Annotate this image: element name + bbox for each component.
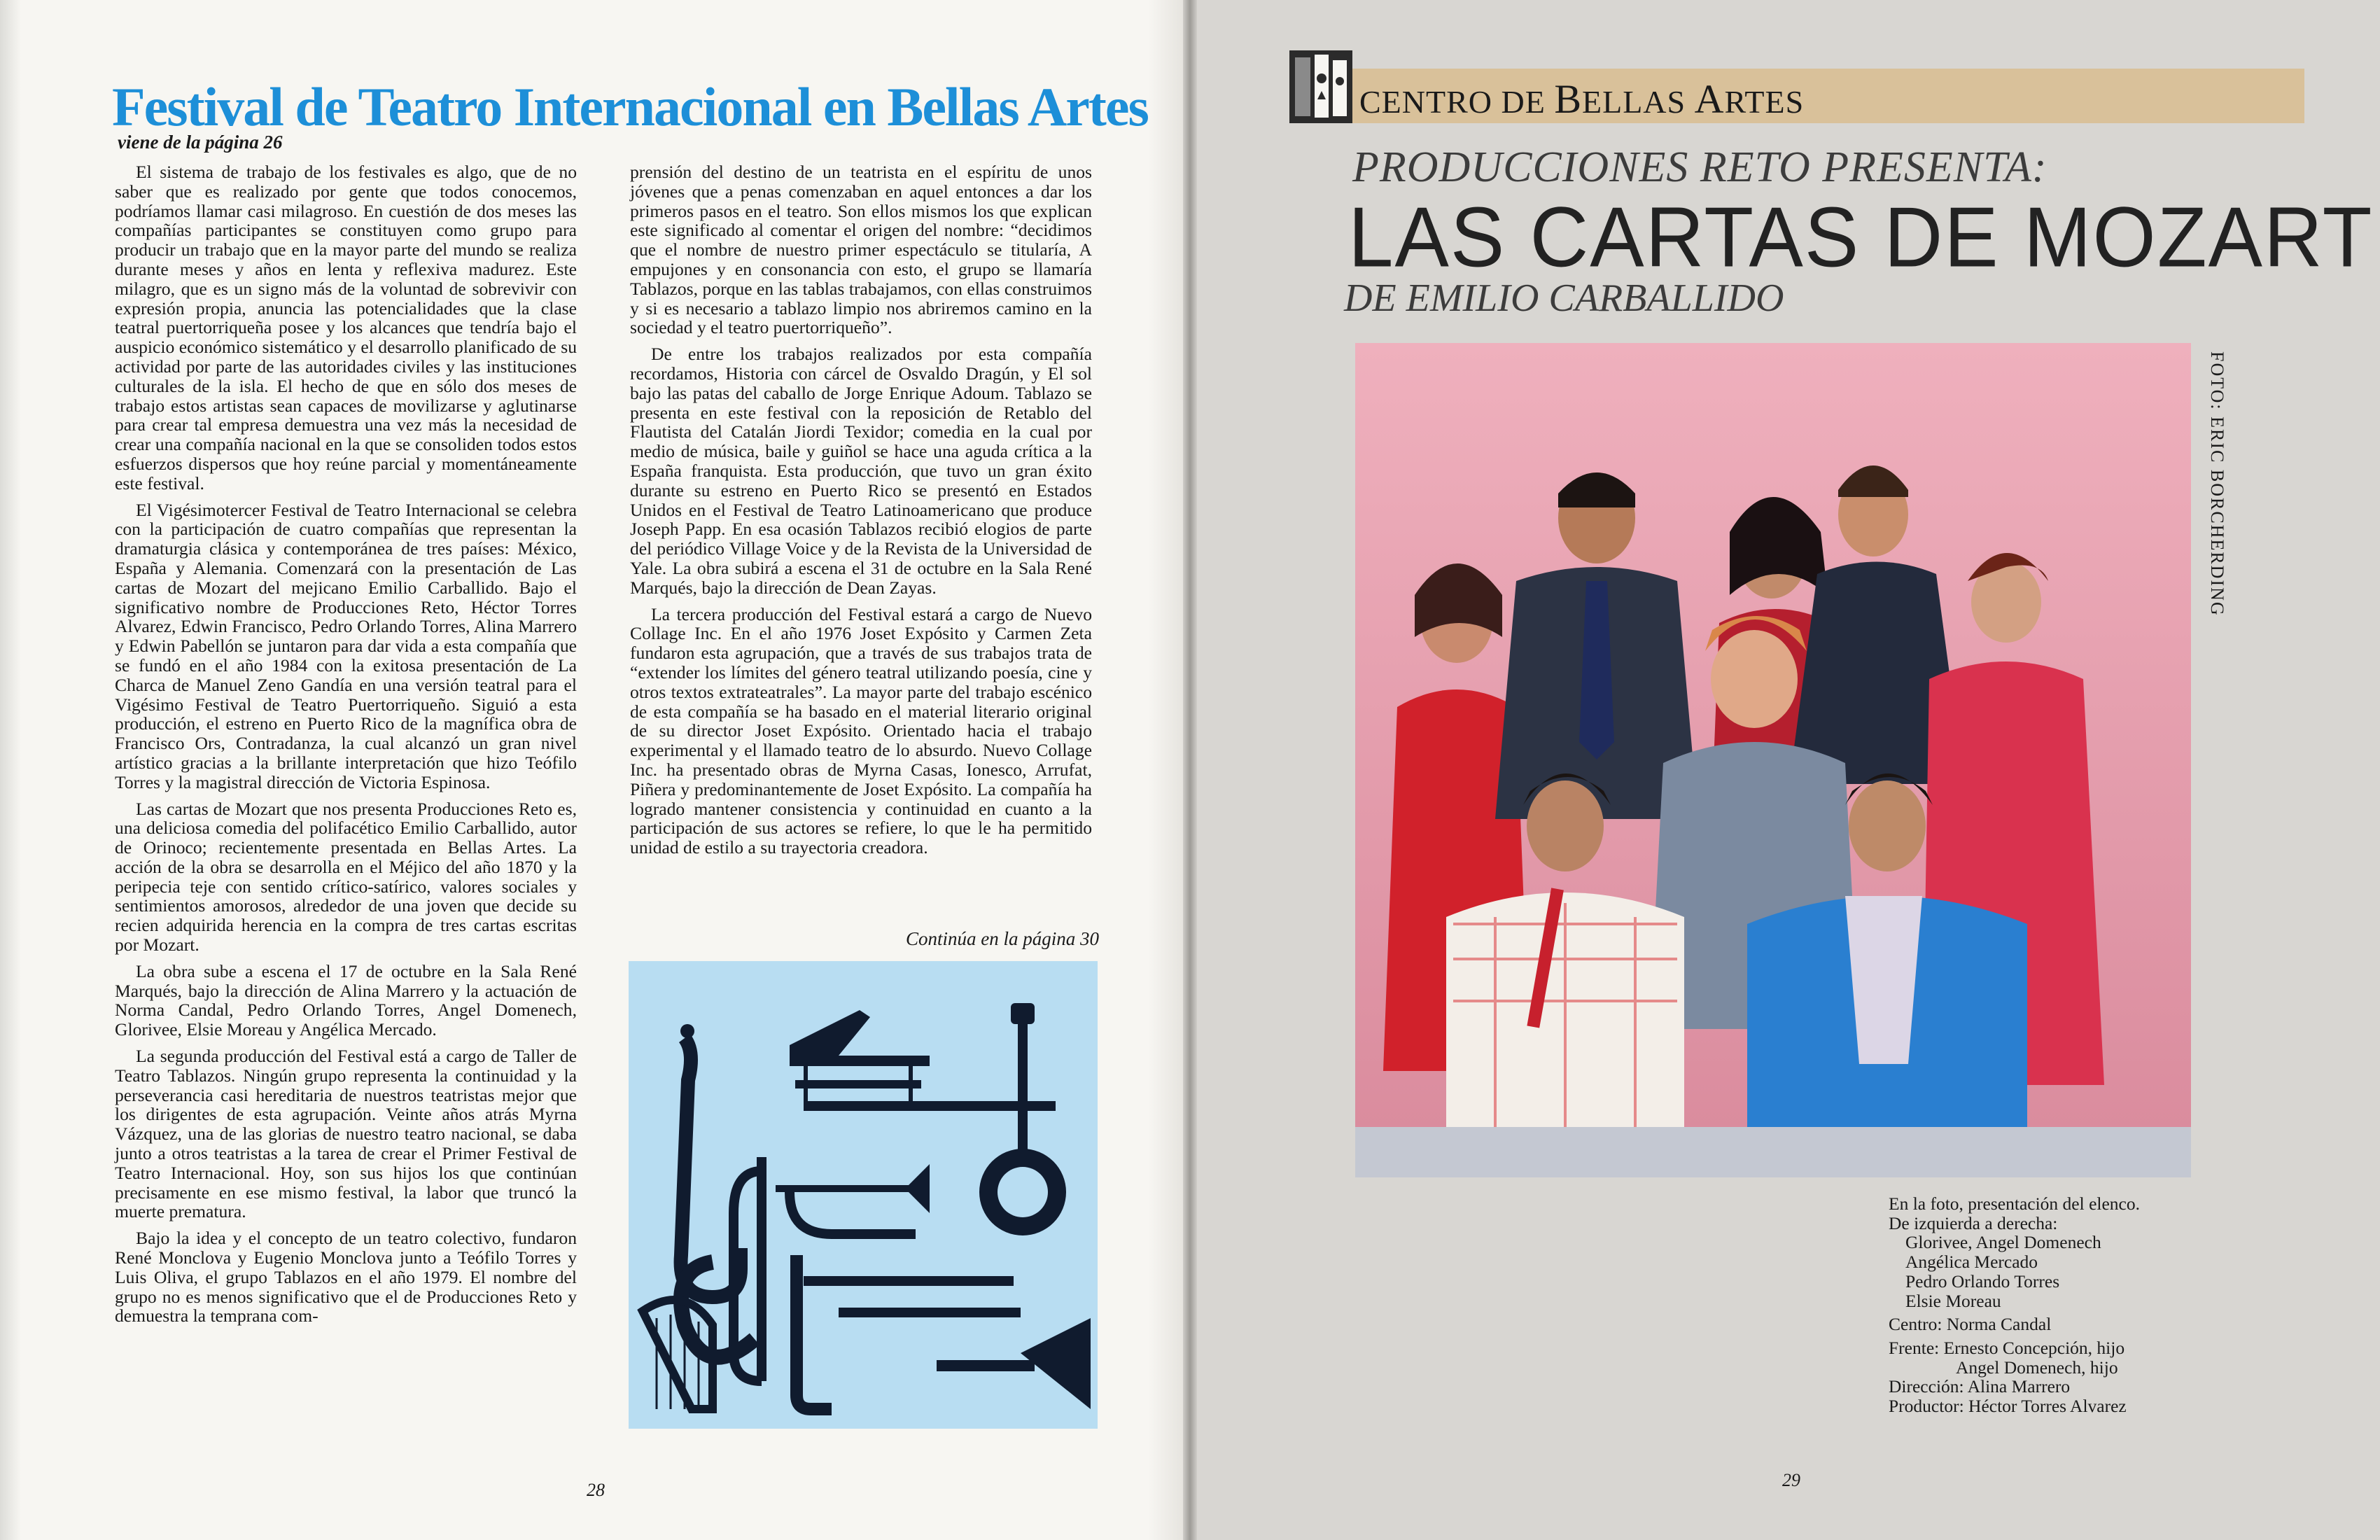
paragraph: Las cartas de Mozart que nos presenta Producciones Reto es, una deliciosa comedia del polifacético Emilio Carballido, autor de Orinoco; recientemente presentada en Bellas Artes. La acción de la obra se desarrolla en el Méjico del año 1870 y la peripecia teje con sentido crítico-satírico, valores sociales y sentimientos amorosos, alrededor de una joven que decide su recien adquirida herencia en la compra de tres cartas escritas por Mozart.: [115, 798, 577, 955]
caption-intro: En la foto, presentación del elenco.: [1889, 1194, 2140, 1214]
author-line: DE EMILIO CARBALLIDO: [1344, 276, 1784, 320]
paragraph: El Vigésimotercer Festival de Teatro Internacional se celebra con la participación de cuatro compañías que representan la dramaturgia clásica y contemporánea de tres países: México, España y Alemania. Comenzará con la presentación de Las cartas de Mozart del mejicano Emilio Carballido. Bajo el significativo nombre de Producciones Reto, Héctor Torres Alvarez, Edwin Francisco, Pedro Orlando Torres, Alina Marrero y Edwin Pabellón se juntaron para dar vida a esta compañía que se fundó en el año 1984 con la exitosa presentación de La Charca de Manuel Zeno Gandía en una versión teatral para el Vigésimo Festival de Teatro Puertorriqueño. Siguió a esta producción, el estreno en Puerto Rico de la magnífica obra de Francisco Ors, Contradanza, la cual alcanzó un gran nivel artístico gracias a la brillante interpretación que hizo Teófilo Torres y la magistral dirección de Victoria Espinosa.: [115, 499, 577, 792]
page-number: 28: [587, 1480, 605, 1500]
continued-from: viene de la página 26: [118, 132, 283, 153]
caption-name: Glorivee, Angel Domenech: [1905, 1232, 2101, 1253]
caption-name: Elsie Moreau: [1905, 1290, 2001, 1311]
paragraph: De entre los trabajos realizados por esta compañía recordamos, Historia con cárcel de Osvaldo Dragún, y El sol bajo las patas del caballo de Jorge Enrique Adoum. Tablazo se presenta en este festival con la reposición de Retablo del Flautista del Catalán Jiordi Texidor; comedia en la cual por medio de música, baile y guiñol se hace una aguda crítica a la España franquista. Esta producción, que tuvo un gran éxito durante su estreno en Puerto Rico se presentó en Estados Unidos en el Festival de Teatro Latinoamericano que produce Joseph Papp. En esa ocasión Tablazos recibió elogios de parte del periódico Village Voice y de la Revista de la Universidad de Yale. La obra subirá a escena el 31 de octubre en la Sala René Marqués, bajo la dirección de Dean Zayas.: [630, 344, 1092, 598]
bellas-artes-logo-icon: [1289, 50, 1352, 123]
book-gutter: [1183, 0, 1197, 1540]
paragraph: La tercera producción del Festival estará a cargo de Nuevo Collage Inc. En el año 1976 Joset Expósito y Carmen Zeta fundaron esta agrupación, que a través de sus trabajos trata de “extender los límites del género teatral utilizando poesía, cine y otros textos extrateatrales”. La mayor parte del trabajo escénico de esta compañía se ha basado en el material literario original de su director Joset Expósito. Orientado hacia el trabajo experimental y el llamado teatro de lo absurdo. Nuevo Collage Inc. ha presentado obras de Myrna Casas, Ionesco, Arrufat, Piñera y predominantemente de Joset Expósito. La compañía ha logrado mantener consistencia y continuidad en cuanto a la participación de sus actores se refiere, lo que le ha permitido unidad de estilo a su trayectoria creadora.: [630, 603, 1092, 858]
caption-productor: Productor: Héctor Torres Alvarez: [1889, 1396, 2127, 1417]
music-instruments-illustration: [629, 961, 1098, 1429]
play-title: LAS CARTAS DE MOZART: [1348, 189, 2374, 285]
presenter-heading: PRODUCCIONES RETO PRESENTA:: [1352, 144, 2047, 191]
caption-name: Pedro Orlando Torres: [1905, 1270, 2060, 1292]
text-column-1: [115, 162, 577, 1333]
paragraph: Bajo la idea y el concepto de un teatro colectivo, fundaron René Monclova y Eugenio Monclova junto a Teófilo Torres y Luis Oliva, el grupo Tablazos en el año 1979. El nombre del grupo no es menos significativo que el de Producciones Reto y demuestra la temprana com-: [115, 1228, 577, 1326]
continued-to: Continúa en la página 30: [906, 928, 1099, 949]
left-page: [0, 0, 1183, 1540]
text-column-2: [630, 162, 1092, 864]
caption-frente-2: Angel Domenech, hijo: [1956, 1357, 2118, 1378]
caption-frente: Frente: Ernesto Concepción, hijo: [1889, 1337, 2125, 1358]
paragraph: La segunda producción del Festival está a cargo de Taller de Teatro Tablazos. Ningún grupo representa la continuidad y la perseverancia casi hereditaria de nuestros teatristas mejor que los dirigentes de esta agrupación. Veinte años atrás Myrna Vázquez, una de las glorias de nuestro teatro nacional, se daba junto a otros teatristas a la tarea de crear el Primer Festival de Teatro Internacional. Hoy, son sus hijos los que continúan precisamente en ese mismo festival, la labor que truncó la muerte prematura.: [115, 1046, 577, 1222]
photo-caption: [1889, 1194, 2197, 1416]
photo-credit: FOTO: ERIC BORCHERDING: [2207, 351, 2227, 617]
article-title: Festival de Teatro Internacional en Bellas Artes: [112, 76, 1148, 137]
section-label: CENTRO DE BELLAS ARTES: [1359, 76, 1805, 122]
caption-centro: Centro: Norma Candal: [1889, 1314, 2052, 1335]
cast-photo: [1355, 343, 2191, 1177]
instruments-icon: [629, 961, 1098, 1429]
paragraph: El sistema de trabajo de los festivales es algo, que de no saber que es realizado por gente que todos conocemos, podríamos llamar casi milagroso. En cuestión de dos meses las compañías participantes se constituyen como grupo para producir un trabajo que en la mayor parte del mundo se realiza durante meses y años en lenta y reflexiva madurez. Este milagro, que es un signo más de la voluntad de sobrevivir con expresión propia, anuncia las potencialidades que la clase teatral puertorriqueña posee y los alcances que tendría bajo el auspicio económico sistemático y el desarrollo planificado de su actividad por parte de las autoridades civiles y las instituciones culturales de la isla. El hecho de que en sólo dos meses de trabajo estos artistas sean capaces de movilizarse y aglutinarse para crear tal empresa demuestra una vez más la necesidad de crear una compañía nacional en la que se consoliden todos estos esfuerzos dispersos que hoy reúne parcial y momentáneamente este festival.: [115, 162, 577, 493]
caption-name: Angélica Mercado: [1905, 1252, 2038, 1273]
caption-order: De izquierda a derecha:: [1889, 1212, 2058, 1233]
paragraph: prensión del destino de un teatrista en el espíritu de unos jóvenes que a penas comenzaban en aquel entonces a dar los primeros pasos en el teatro. Son ellos mismos los que explican este significado al comentar el origen del nombre: “decidimos que el nombre de nuestro primer espectáculo se titularía, A empujones y en consonancia con esto, el grupo se llamaría Tablazos, porque en las tablas trabajamos, con ellas construimos y si es necesario a tablazo limpio nos abriremos camino en la sociedad y el teatro puertorriqueño”.: [630, 162, 1092, 338]
paragraph: La obra sube a escena el 17 de octubre en la Sala René Marqués, bajo la dirección de Alina Marrero y la actuación de Norma Candal, Pedro Orlando Torres, Angel Domenech, Glorivee, Elsie Moreau y Angélica Mercado.: [115, 960, 577, 1040]
caption-direccion: Dirección: Alina Marrero: [1889, 1376, 2071, 1397]
page-number: 29: [1782, 1470, 1800, 1490]
